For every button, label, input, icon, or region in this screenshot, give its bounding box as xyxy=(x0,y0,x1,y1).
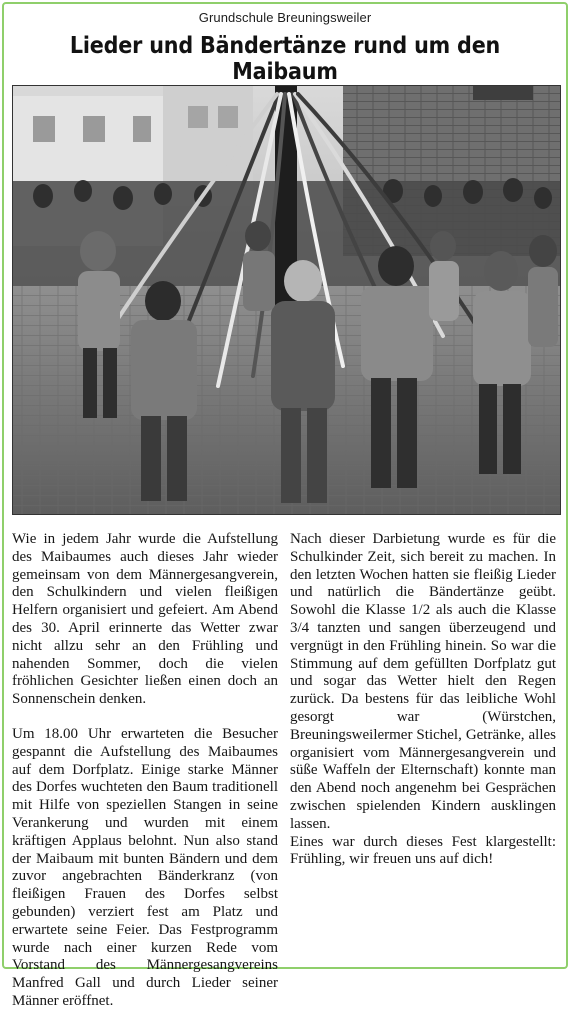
article-kicker: Grundschule Breuningsweiler xyxy=(198,10,372,25)
maypole-dance-photo xyxy=(12,85,561,515)
paragraph: Um 18.00 Uhr erwarteten die Besucher gespannt die Aufstellung des Maibaumes auf dem Dorfplatz. Einige starke Männer des Dorfes wuchteten den Baum traditionell mit Hilfe von speziellen Stangen in seine Verankerung und wurden mit einem kräftigen Applaus belohnt. Nun also stand der Maibaum mit bunten Bändern und dem zuvor angebrachten Bänderkranz (von fleißigen Frauen des Dorfes selbst gebunden) verziert fest am Platz und erwartete seine Feier. Das Festprogramm wurde nach einer kurzen Rede vom Vorstand des Männergesangvereins Manfred Gall und durch Lieder seiner Männer eröffnet. xyxy=(12,725,278,1009)
paragraph: Eines war durch dieses Fest klargestellt: Frühling, wir freuen uns auf dich! xyxy=(290,833,556,868)
article-column-right xyxy=(290,531,556,869)
article-headline: Lieder und Bändertänze rund um den Maibaum xyxy=(69,33,501,85)
paragraph: Wie in jedem Jahr wurde die Aufstellung des Maibaumes auch dieses Jahr wieder gemeinsam von dem Männergesangverein, den Schulkindern und vielen fleißigen Helfern organisiert und gefeiert. Am Abend des 30. April erinnerte das Wetter zwar nicht allzu sehr an den Frühling und nahenden Sommer, doch die vielen fröhlichen Gesichter ließen einen doch an Sonnenschein denken. xyxy=(12,531,278,708)
paragraph: Nach dieser Darbietung wurde es für die Schulkinder Zeit, sich bereit zu machen. In den letzten Wochen hatten sie fleißig Lieder und natürlich die Bändertänze geübt. Sowohl die Klasse 1/2 als auch die Klasse 3/4 tanzten und sangen überzeugend und vergnügt in den Frühling hinein. So war die Stimmung auf dem gefüllten Dorfplatz gut und sogar das Wetter hielt den Regen zurück. Da bestens für das leibliche Wohl gesorgt war (Würstchen, Breuningsweilermer Stichel, Getränke, alles organisiert vom Männergesangverein und süße Waffeln der Elternschaft) konnte man den Abend noch angenehm bei Gesprächen zwischen spielenden Kindern ausklingen lassen. xyxy=(290,531,556,832)
article-column-left xyxy=(12,531,278,1011)
